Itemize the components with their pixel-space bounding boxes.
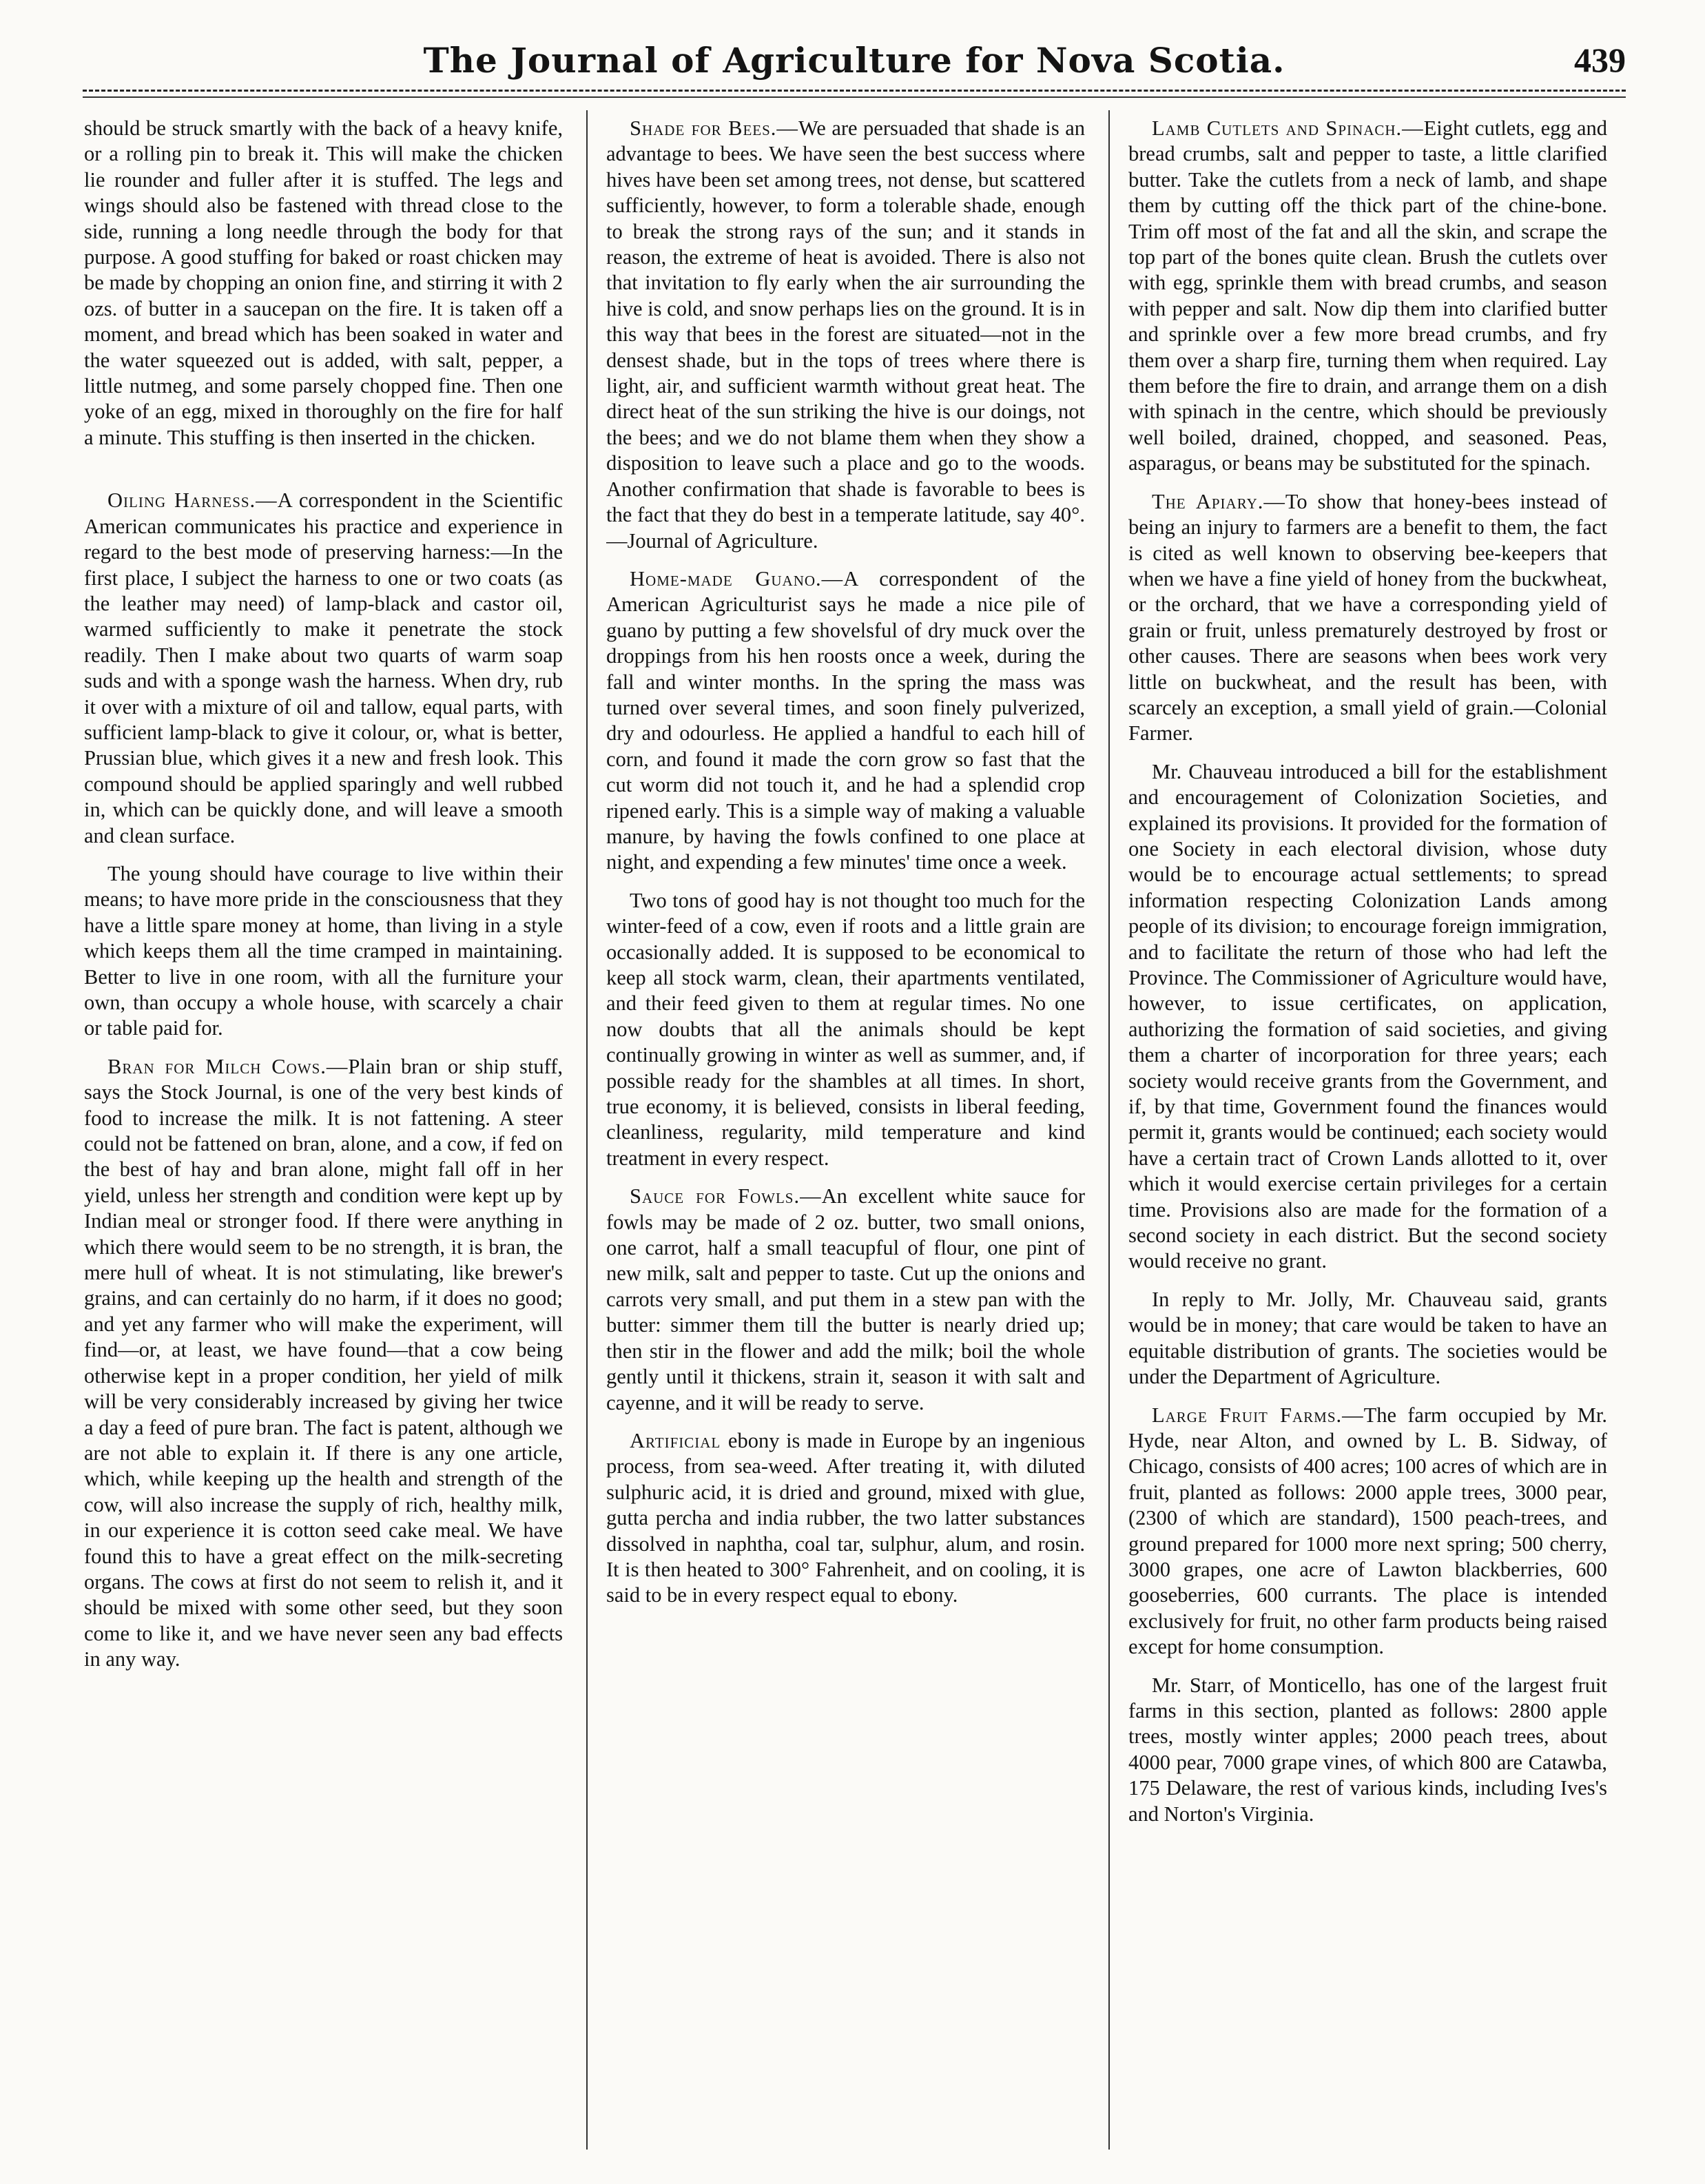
column-middle bbox=[606, 116, 1085, 2155]
article-large-fruit-farms: Large Fruit Farms.—The farm occupied by Mr. Hyde, near Alton, and owned by L. B. Sidway, of Chicago, consists of 400 acres; 100 acres of which are in fruit, planted as follows: 2000 apple trees, 3000 pear, (2300 of which are standard), 1500 peach-trees, and ground prepared for 1000 more next spring; 500 cherry, 3000 grapes, one acre of Lawton blackberries, 600 gooseberries, 600 currants. The place is intended exclusively for fruit, no other farm products being raised except for home consumption. bbox=[1128, 1403, 1607, 1659]
article-home-made-guano: Home-made Guano.—A correspondent of the American Agriculturist says he made a nice pile of guano by putting a few shovelsful of dry muck over the droppings from his hen roosts once a week, during the fall and winter months. In the spring the mass was turned over several times, and soon finely pulverized, dry and odourless. He applied a handful to each hill of corn, and found it made the corn grow so fast that the cut worm did not touch it, and he had a splendid crop ripened early. This is a simple way of making a valuable manure, by having the fowls confined to one place at night, and expending a few minutes' time once a week. bbox=[606, 566, 1085, 874]
header-rule-solid bbox=[83, 96, 1626, 98]
article-the-apiary: The Apiary.—To show that honey-bees instead of being an injury to farmers are a benefit to them, the fact is cited as well known to observing bee-keepers that when we have a fine yield of honey from the buckwheat, or the orchard, that we have a corresponding yield of grain or fruit, unless prematurely destroyed by frost or other causes. There are seasons when bees work very little on buckwheat, and the result has been, with scarcely an exception, a small yield of grain.—Colonial Farmer. bbox=[1128, 489, 1607, 745]
article-sauce-for-fowls: Sauce for Fowls.—An excellent white sauce for fowls may be made of 2 oz. butter, two small onions, one carrot, half a small teacupful of flour, one pint of new milk, salt and pepper to taste. Cut up the onions and carrots very small, and put them in a stew pan with the butter: simmer them till the butter is nearly dried up; then stir in the flower and add the milk; boil the whole gently until it thickens, strain it, season it with salt and cayenne, and it will be ready to serve. bbox=[606, 1184, 1085, 1414]
column-divider bbox=[1108, 110, 1110, 2150]
column-divider bbox=[586, 110, 588, 2150]
article-paragraph: The young should have courage to live within their means; to have more pride in the consciousness that they have a little spare money at home, than living in a style which keeps them all the time cramped in maintaining. Better to live in one room, with all the furniture your own, than occupy a whole house, with scarcely a chair or table paid for. bbox=[84, 861, 563, 1040]
article-oiling-harness: Oiling Harness.—A correspondent in the Scientific American communicates his practice and experience in regard to the best mode of preserving harness:—In the first place, I subject the harness to one or two coats (as the leather may need) of lamp-black and castor oil, warmed sufficiently to make it penetrate the stock readily. Then I make about two quarts of warm soap suds and with a sponge wash the harness. When dry, rub it over with a mixture of oil and tallow, equal parts, with sufficient lamp-black to give it colour, or, what is better, Prussian blue, which gives it a new and fresh look. This compound should be applied sparingly and well rubbed in, which can be quickly done, and will leave a smooth and clean surface. bbox=[84, 488, 563, 847]
article-colonization-bill: Mr. Chauveau introduced a bill for the establishment and encouragement of Colonization Societies, and explained its provisions. It provided for the formation of one Society in each electoral division, whose duty would be to encourage actual settlements; to spread information respecting Colonization Lands among people of its division; to encourage foreign immigration, and to facilitate the return of those who had left the Province. The Commissioner of Agriculture would have, however, to issue certificates, on application, authorizing the formation of said societies, and giving them a charter of incorporation for three years; each society would receive grants from the Government, and if, by that time, Government found the finances would permit it, grants would be continued; each society would have a certain tract of Crown Lands allotted to it, over which it would exercise certain privileges for a certain time. Provisions also are made for the formation of a second society in each district. But the second society would receive no grant. bbox=[1128, 759, 1607, 1273]
article-shade-for-bees: Shade for Bees.—We are persuaded that shade is an advantage to bees. We have seen the best success where hives have been set among trees, not dense, but scattered sufficiently, however, to form a tolerable shade, enough to break the strong rays of the sun; and it stands in reason, the extreme of heat is avoided. There is also not that invitation to fly early when the air surrounding the hive is cold, and snow perhaps lies on the ground. It is in this way that bees in the forest are situated—not in the densest shade, but in the tops of trees where there is light, air, and sufficient warmth without great heat. The direct heat of the sun striking the hive is our doings, not the bees; and we do not blame them when they show a disposition to leave such a place and go to the woods. Another confirmation that shade is favorable to bees is the fact that they do best in a temperate latitude, say 40°.—Journal of Agriculture. bbox=[606, 116, 1085, 553]
column-right bbox=[1128, 116, 1607, 2155]
article-paragraph: Mr. Starr, of Monticello, has one of the largest fruit farms in this section, planted as follows: 2800 apple trees, mostly winter apples; 2000 peach trees, about 4000 pear, 7000 grape vines, of which 800 are Catawba, 175 Delaware, the rest of various kinds, including Ives's and Norton's Virginia. bbox=[1128, 1673, 1607, 1826]
article-paragraph: In reply to Mr. Jolly, Mr. Chauveau said, grants would be in money; that care would be taken to have an equitable distribution of grants. The societies would be under the Department of Agriculture. bbox=[1128, 1287, 1607, 1389]
article-lamb-cutlets: Lamb Cutlets and Spinach.—Eight cutlets, egg and bread crumbs, salt and pepper to taste, a little clarified butter. Take the cutlets from a neck of lamb, and shape them by cutting off the thick part of the chine-bone. Trim off most of the fat and all the skin, and scrape the top part of the bones quite clean. Brush the cutlets over with egg, sprinkle them with bread crumbs, and season with pepper and salt. Now dip them into clarified butter and sprinkle over a few more bread crumbs, and fry them over a sharp fire, turning them when required. Lay them before the fire to drain, and arrange them on a dish with spinach in the centre, which should be previously well boiled, drained, chopped, and seasoned. Peas, asparagus, or beans may be substituted for the spinach. bbox=[1128, 116, 1607, 475]
column-left bbox=[84, 116, 563, 2155]
journal-title: The Journal of Agriculture for Nova Scotia. bbox=[423, 40, 1285, 81]
page-header bbox=[83, 33, 1626, 95]
page-number: 439 bbox=[1574, 41, 1626, 79]
article-paragraph: should be struck smartly with the back of a heavy knife, or a rolling pin to break it. This will make the chicken lie rounder and fuller after it is stuffed. The legs and wings should also be fastened with thread close to the side, running a long needle through the body for that purpose. A good stuffing for baked or roast chicken may be made by chopping an onion fine, and stirring it with 2 ozs. of butter in a saucepan on the fire. It is taken off a moment, and bread which has been soaked in water and the water squeezed out is added, with salt, pepper, a little nutmeg, and some parsely chopped fine. Then one yoke of an egg, mixed in thoroughly on the fire for half a minute. This stuffing is then inserted in the chicken. bbox=[84, 116, 563, 449]
article-artificial-ebony: Artificial ebony is made in Europe by an ingenious process, from sea-weed. After treating it, with diluted sulphuric acid, it is dried and ground, mixed with glue, gutta percha and india rubber, the two latter substances dissolved in naphtha, coal tar, sulphur, alum, and rosin. It is then heated to 300° Fahrenheit, and on cooling, it is said to be in every respect equal to ebony. bbox=[606, 1428, 1085, 1607]
article-paragraph: Two tons of good hay is not thought too much for the winter-feed of a cow, even if roots and a little grain are occasionally added. It is supposed to be economical to keep all stock warm, clean, their apartments ventilated, and their feed given to them at regular times. No one now doubts that all the animals should be kept continually growing in winter as well as summer, and, if possible ready for the shambles at all times. In short, true economy, it is believed, consists in liberal feeding, cleanliness, regularity, mild temperature and kind treatment in every respect. bbox=[606, 888, 1085, 1170]
header-rule bbox=[83, 90, 1626, 92]
article-bran-for-milch-cows: Bran for Milch Cows.—Plain bran or ship stuff, says the Stock Journal, is one of the very best kinds of food to increase the milk. It is not fattening. A steer could not be fattened on bran, alone, and a cow, if fed on the best of hay and bran alone, might fall off in her yield, unless her strength and condition were kept up by Indian meal or stronger food. If there were anything in which there would seem to be no strength, it is bran, the mere hull of wheat. It is not stimulating, like brewer's grains, and can certainly do no harm, if it does no good; and yet any farmer who will make the experiment, will find—or, at least, we have found—that a cow being otherwise kept in a proper condition, her yield of milk will be very considerably increased by giving her twice a day a feed of pure bran. The fact is patent, although we are not able to explain it. If there is any one article, which, while keeping up the health and strength of the cow, will also increase the supply of rich, healthy milk, in our experience it is cotton seed cake meal. We have found this to have a great effect on the milk-secreting organs. The cows at first do not seem to relish it, and it should be mixed with some other seed, but they soon come to like it, and we have never seen any bad effects in any way. bbox=[84, 1054, 563, 1671]
